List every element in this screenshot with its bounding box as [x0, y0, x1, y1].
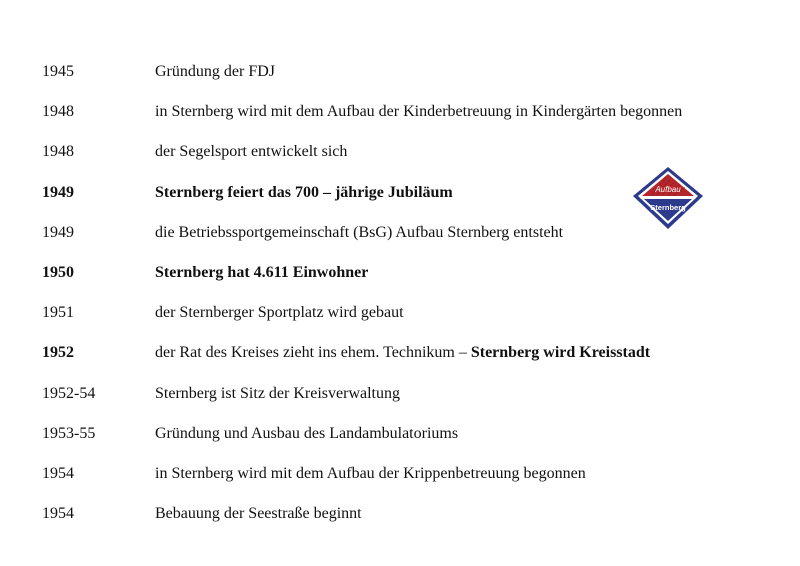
timeline-event-text: der Rat des Kreises zieht ins ehem. Technikum –	[155, 344, 471, 362]
timeline-year: 1954	[42, 505, 74, 523]
timeline-row	[42, 343, 762, 383]
timeline-year: 1952-54	[42, 384, 96, 402]
timeline-event: der Sternberger Sportplatz wird gebaut	[155, 304, 404, 322]
bsg-aufbau-sternberg-emblem-icon	[632, 166, 704, 230]
timeline-row	[42, 384, 762, 424]
timeline-event: Gründung und Ausbau des Landambulatoriums	[155, 424, 459, 442]
timeline-year: 1951	[42, 304, 74, 322]
logo-top-text: Aufbau	[655, 185, 681, 194]
timeline-year: 1945	[42, 63, 74, 80]
timeline-row	[42, 303, 762, 343]
timeline-row	[42, 464, 762, 504]
timeline-year: 1948	[42, 143, 74, 161]
logo-bottom-text: Sternberg	[650, 203, 686, 212]
timeline-event: Bebauung der Seestraße beginnt	[155, 505, 362, 523]
timeline-event	[155, 343, 762, 363]
timeline-event: Sternberg feiert das 700 – jährige Jubiläum	[155, 183, 453, 201]
timeline-row	[42, 263, 762, 303]
timeline-event-highlight: Sternberg wird Kreisstadt	[470, 344, 651, 362]
timeline	[42, 62, 762, 544]
timeline-year: 1953-55	[42, 424, 96, 442]
timeline-row	[42, 102, 762, 142]
timeline-event: in Sternberg wird mit dem Aufbau der Kinderbetreuung in Kindergärten begonnen	[155, 103, 683, 121]
timeline-event: die Betriebssportgemeinschaft (BsG) Aufbau Sternberg entsteht	[155, 223, 564, 241]
timeline-year: 1949	[42, 223, 74, 241]
timeline-year: 1952	[42, 344, 74, 362]
timeline-event: in Sternberg wird mit dem Aufbau der Krippenbetreuung begonnen	[155, 464, 586, 482]
timeline-event: Sternberg ist Sitz der Kreisverwaltung	[155, 384, 400, 402]
timeline-event: der Segelsport entwickelt sich	[155, 143, 348, 161]
timeline-year: 1948	[42, 103, 74, 121]
timeline-row	[42, 504, 762, 544]
timeline-year: 1950	[42, 263, 74, 281]
timeline-event: Sternberg hat 4.611 Einwohner	[155, 263, 369, 281]
timeline-row	[42, 62, 762, 102]
timeline-row	[42, 424, 762, 464]
timeline-year: 1949	[42, 183, 74, 201]
timeline-event: Gründung der FDJ	[155, 63, 275, 80]
timeline-year: 1954	[42, 464, 74, 482]
